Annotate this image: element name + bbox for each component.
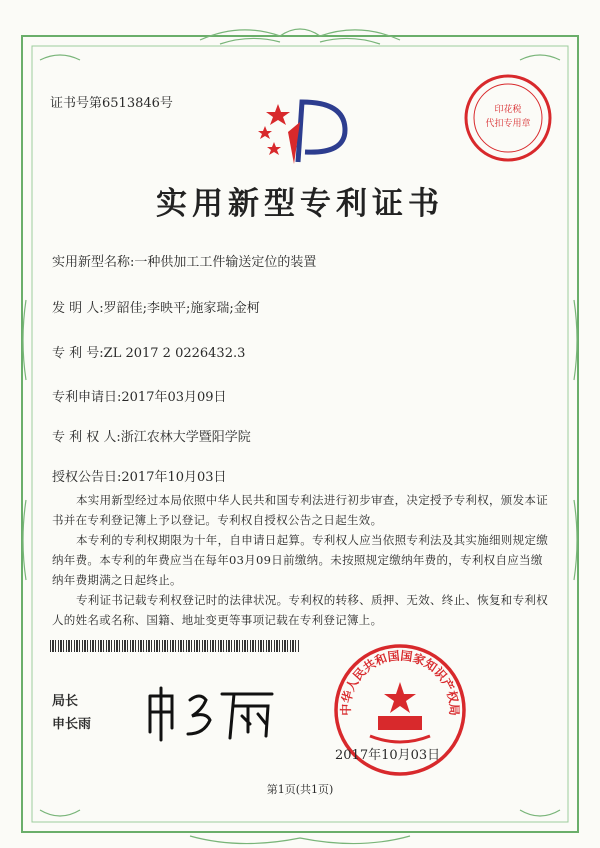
tax-stamp-seal bbox=[460, 70, 556, 166]
field-application-date bbox=[52, 386, 227, 405]
field-label: 专利申请日: bbox=[52, 390, 122, 405]
certificate-title: 实用新型专利证书 bbox=[156, 186, 444, 222]
sipo-logo-icon bbox=[250, 92, 360, 172]
field-value: 一种供加工工件输送定位的装置 bbox=[134, 255, 317, 270]
field-value: 2017年03月09日 bbox=[121, 390, 227, 405]
body-paragraph: 专利证书记载专利权登记时的法律状况。专利权的转移、质押、无效、终止、恢复和专利权人的姓名或名称、国籍、地址变更等事项记载在专利登记簿上。 bbox=[52, 593, 548, 627]
tax-stamp-inner-line1: 印花税 bbox=[494, 105, 522, 115]
body-paragraph: 本实用新型经过本局依照中华人民共和国专利法进行初步审查，决定授予专利权，颁发本证书并在专利登记簿上予以登记。专利权自授权公告之日起生效。 bbox=[52, 493, 548, 527]
field-value: ZL 2017 2 0226432.3 bbox=[103, 346, 246, 361]
field-label: 专 利 号: bbox=[52, 346, 104, 361]
handwritten-signature bbox=[142, 684, 282, 744]
field-value: 浙江农林大学暨阳学院 bbox=[120, 430, 251, 445]
body-paragraph: 本专利的专利权期限为十年，自申请日起算。专利权人应当依照专利法及其实施细则规定缴纳年费。本专利的年费应当在每年03月09日前缴纳。未按照规定缴纳年费的，专利权自应当缴纳年费期满之日起终止。 bbox=[52, 533, 548, 587]
barcode bbox=[50, 640, 300, 652]
field-label: 授权公告日: bbox=[52, 470, 122, 485]
field-value: 2017年10月03日 bbox=[121, 470, 227, 485]
field-label: 发 明 人: bbox=[52, 301, 104, 316]
signatory-name: 申长雨 bbox=[52, 717, 92, 732]
field-label: 实用新型名称: bbox=[52, 255, 135, 270]
field-value: 罗韶佳;李映平;施家瑞;金柯 bbox=[103, 301, 260, 316]
seal-date: 2017年10月03日 bbox=[335, 748, 441, 763]
certificate-number: 证书号第6513846号 bbox=[50, 96, 173, 111]
field-utility-model-name bbox=[52, 251, 316, 270]
field-label: 专 利 权 人: bbox=[52, 430, 121, 445]
page-footer: 第1页(共1页) bbox=[266, 783, 334, 796]
signatory-role: 局长 bbox=[52, 694, 79, 709]
field-grant-date bbox=[52, 466, 227, 485]
tax-stamp-inner-line2: 代扣专用章 bbox=[485, 119, 531, 129]
field-patentee bbox=[52, 426, 251, 445]
field-patent-number bbox=[52, 342, 245, 361]
field-inventors bbox=[52, 297, 260, 316]
seal-ring-text: 中华人民共和国国家知识产权局 bbox=[338, 648, 462, 716]
